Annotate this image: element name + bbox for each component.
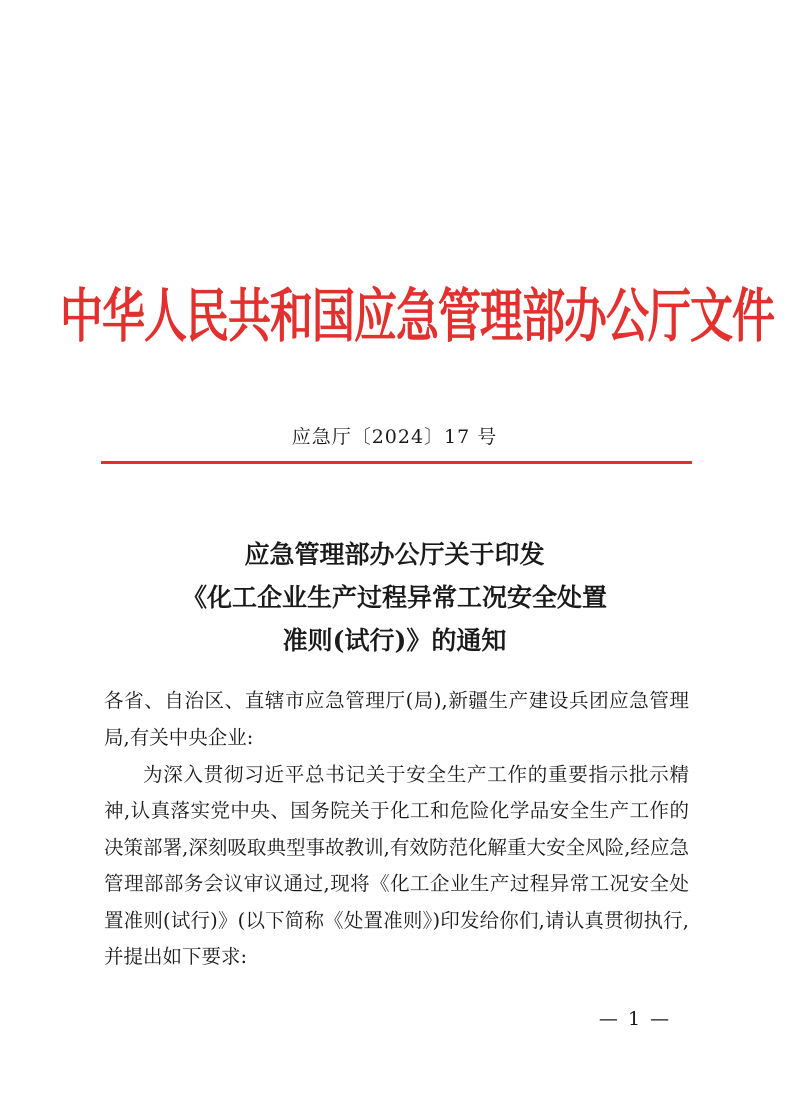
document-masthead: 中华人民共和国应急管理部办公厅文件 (60, 283, 774, 351)
addressee: 各省、自治区、直辖市应急管理厅(局),新疆生产建设兵团应急管理局,有关中央企业: (104, 689, 689, 749)
document-body (104, 683, 689, 976)
title-line-1: 应急管理部办公厅关于印发 (244, 540, 545, 569)
document-title (0, 533, 789, 662)
title-line-3: 准则(试行)》的通知 (282, 626, 507, 655)
title-line-2: 《化工企业生产过程异常工况安全处置 (181, 583, 607, 612)
page-number: — 1 — (598, 1008, 672, 1030)
body-paragraph-1: 为深入贯彻习近平总书记关于安全生产工作的重要指示批示精神,认真落实党中央、国务院关于化工和危险化学品安全生产工作的决策部署,深刻吸取典型事故教训,有效防范化解重大安全风险,经应急管理部部务会议审议通过,现将《化工企业生产过程异常工况安全处置准则(试行)》(以下简称《处置准则》)印发给你们,请认真贯彻执行,并提出如下要求: (104, 762, 689, 968)
document-number: 应急厅〔2024〕17 号 (291, 426, 498, 448)
red-separator-line (101, 461, 692, 464)
